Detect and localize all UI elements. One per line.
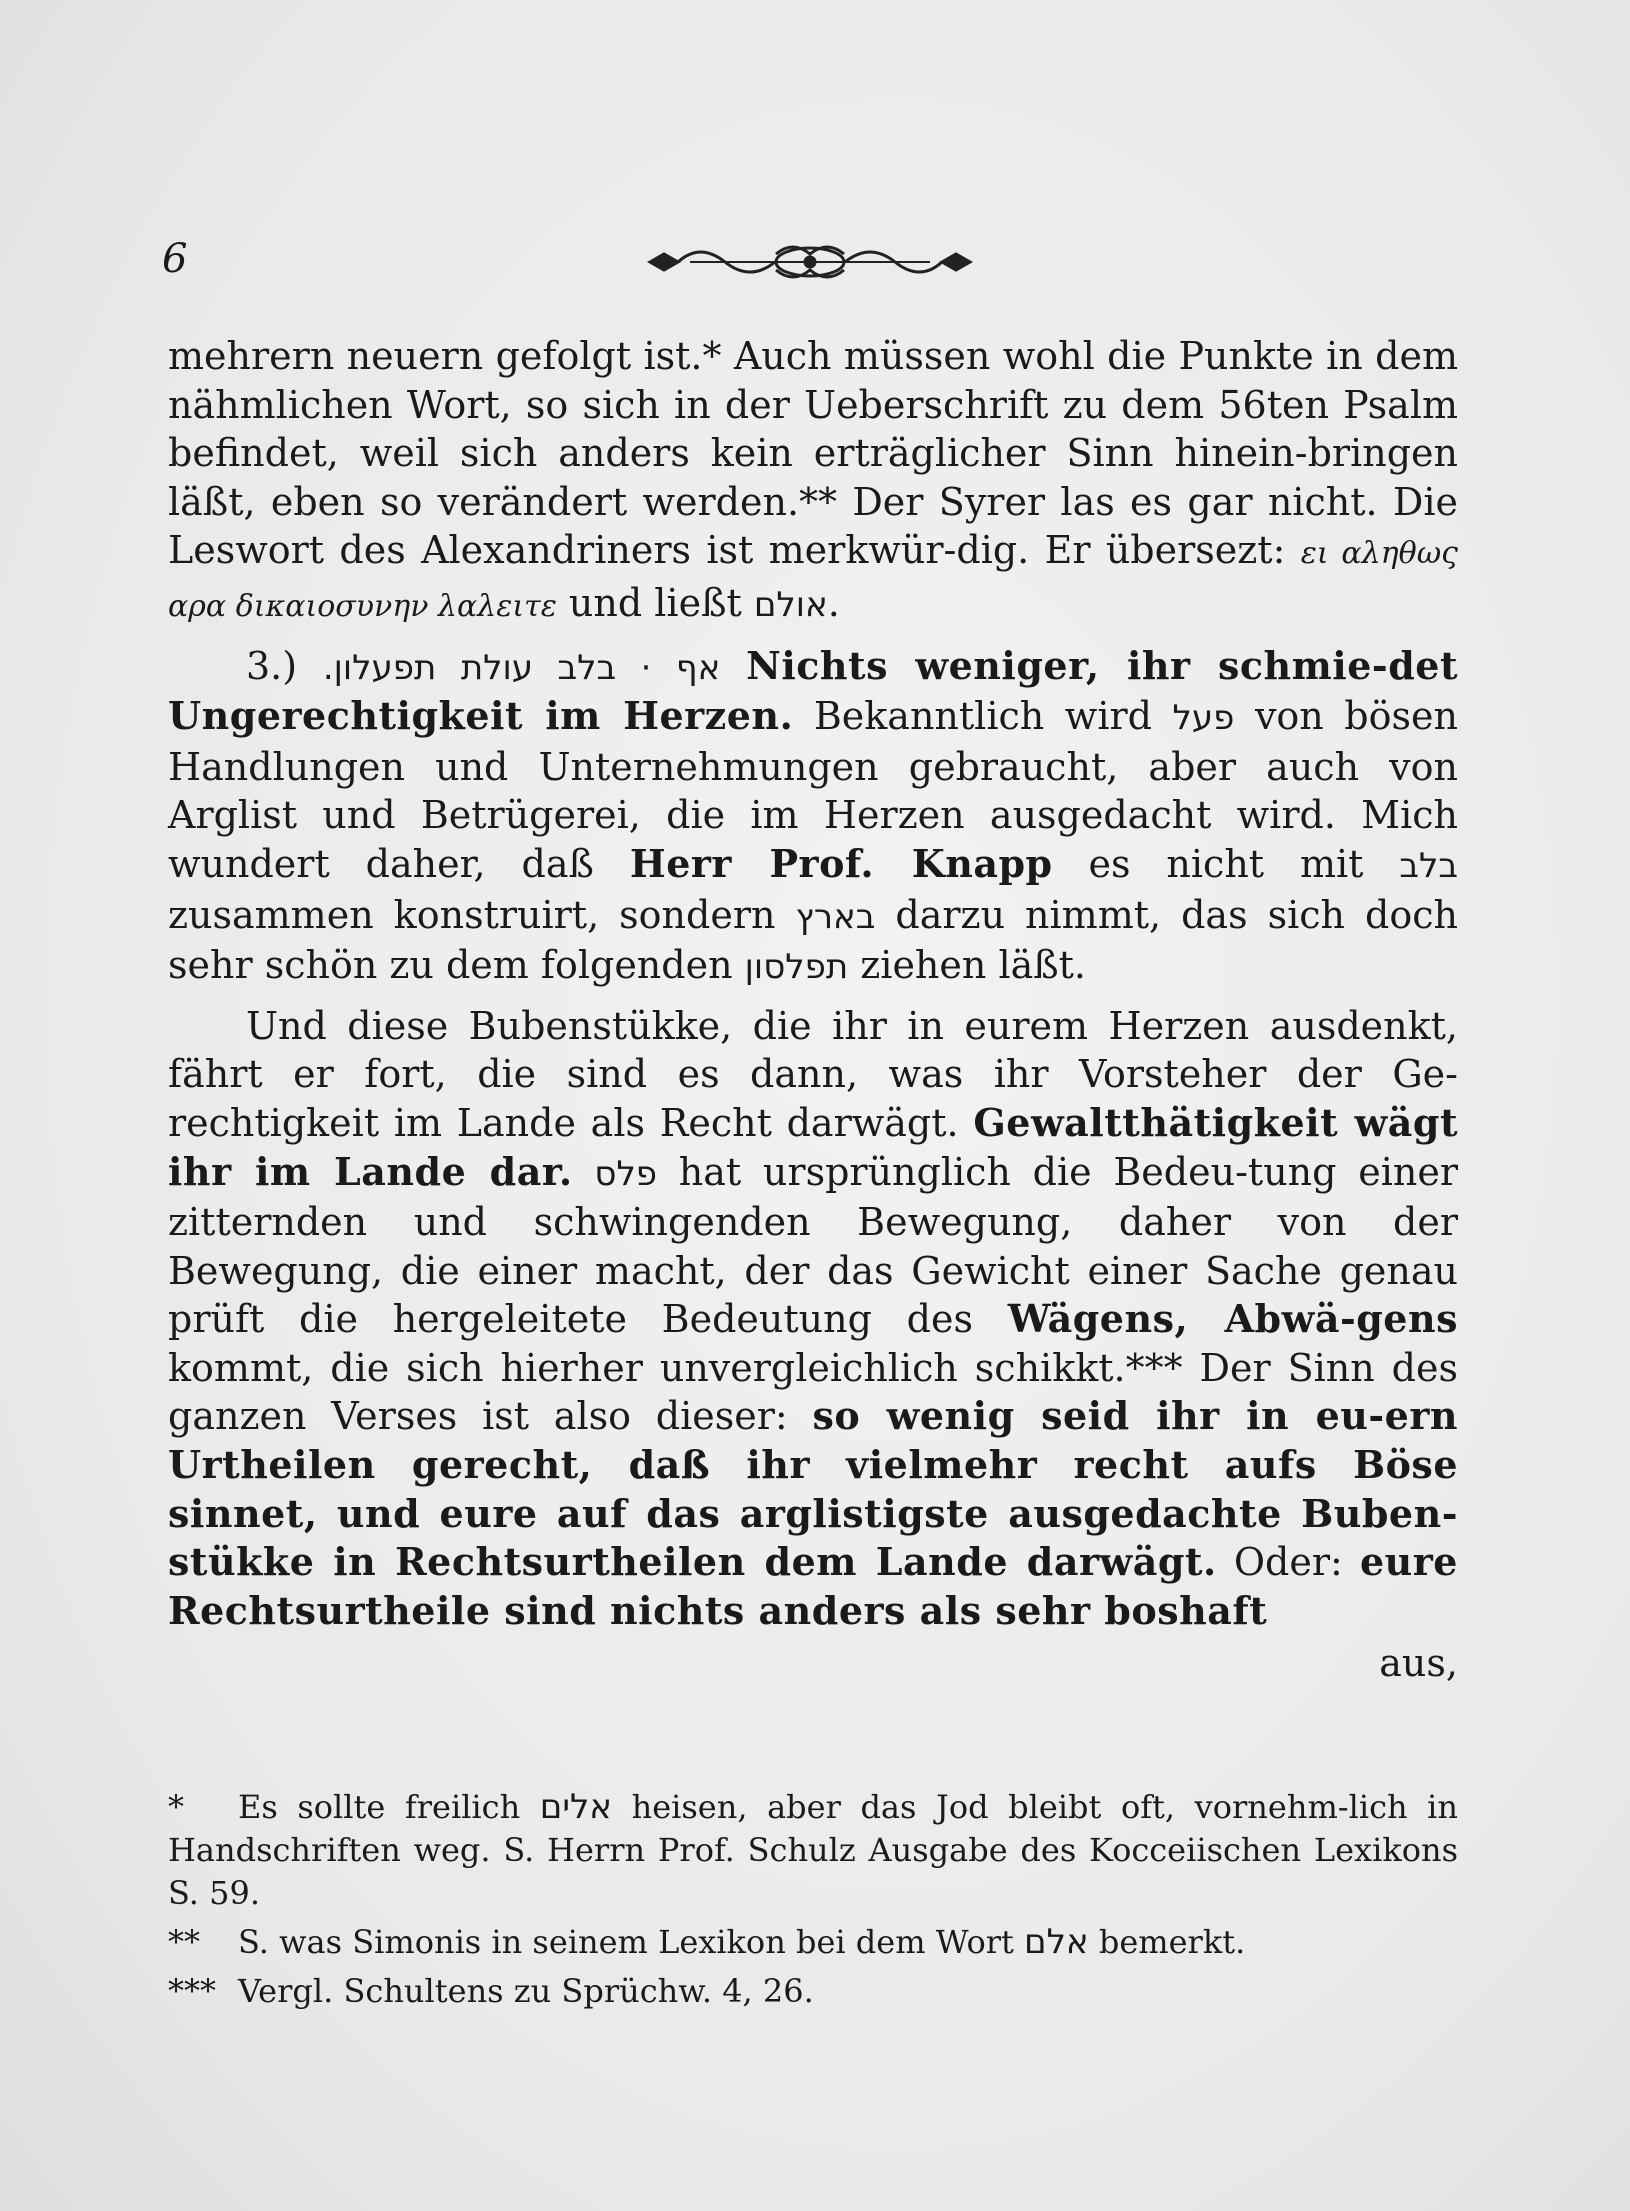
emphasized-term: Wägens, Abwä-gens: [1007, 1296, 1458, 1342]
hebrew-word: בלב: [1399, 845, 1458, 886]
emphasized-translation: Gewaltthätigkeit wägt ihr im Lande dar.: [168, 1099, 1458, 1194]
footnote-3: [168, 1970, 1458, 2013]
hebrew-word: פעל: [1172, 698, 1235, 739]
paragraph-2: [168, 642, 1458, 992]
footnote-1: [168, 1786, 1458, 1915]
section-number: 3.): [246, 643, 298, 688]
greek-quote: ει αληθως αρα δικαιοσυνην λαλειτε: [168, 536, 1458, 624]
hebrew-word: אלים: [539, 1787, 612, 1827]
hebrew-word: אלם: [1024, 1922, 1089, 1962]
decorative-ornament-icon: [630, 232, 990, 292]
text-segment: von bösen Handlungen und Unternehmungen gebraucht, aber auch von Arglist und Betrügerei, die im Herzen ausgedacht wird. Mich wundert daher, daß: [168, 694, 1458, 886]
text-segment: Oder:: [1233, 1540, 1343, 1585]
hebrew-word: אולם: [753, 584, 828, 625]
text-segment: zusammen konstruirt, sondern: [168, 892, 776, 937]
emphasized-translation: Nichts weniger, ihr schmie-det Ungerechtigkeit im Herzen.: [168, 642, 1458, 739]
footnote-2: [168, 1921, 1458, 1964]
text-segment: darzu nimmt, das sich doch sehr schön zu dem folgenden: [168, 892, 1458, 988]
emphasized-translation: eure Rechtsurtheile sind nichts anders als sehr boshaft: [168, 1539, 1458, 1633]
text-segment: Bekanntlich wird: [813, 694, 1152, 739]
hebrew-word: תפלסון: [744, 947, 849, 988]
text-segment: und ließt: [568, 580, 742, 625]
text-segment: kommt, die sich hierher unvergleichlich schikkt.*** Der Sinn des ganzen Verses ist also dieser:: [168, 1345, 1458, 1439]
text-segment: ziehen läßt.: [860, 943, 1086, 988]
author-name: Herr Prof. Knapp: [629, 840, 1053, 886]
emphasized-translation: so wenig seid ihr in eu-ern Urtheilen gerecht, daß ihr vielmehr recht aufs Böse sinnet, und eure auf das arglistigste ausgedachte Buben-stükke in Rechtsurtheilen dem Lande darwägt.: [168, 1393, 1458, 1585]
text-segment: mehrern neuern gefolgt ist.* Auch müssen wohl die Punkte in dem nähmlichen Wort, so sich in der Ueberschrift zu dem 56ten Psalm befindet, weil sich anders kein erträglicher Sinn hinein-bringen läßt, eben so verändert werden.** Der Syrer las es gar nicht. Die Leswort des Alexandriners ist merkwür-dig. Er übersezt:: [168, 334, 1458, 573]
hebrew-word: פלס: [594, 1153, 658, 1194]
footnote-text: S. was Simonis in seinem Lexikon bei dem Wort: [238, 1923, 1014, 1961]
text-segment: Und diese Bubenstükke, die ihr in eurem Herzen ausdenkt, fährt er fort, die sind es dann, was ihr Vorsteher der Ge-rechtigkeit im Lande als Recht darwägt.: [168, 1003, 1458, 1145]
footnote-text: Vergl. Schultens zu Sprüchw. 4, 26.: [238, 1972, 814, 2010]
footnote-text: bemerkt.: [1098, 1923, 1246, 1961]
footnote-text: Es sollte freilich: [238, 1788, 521, 1826]
footnote-text: heisen, aber das Jod bleibt oft, vornehm-lich in Handschriften weg. S. Herrn Prof. Schulz Ausgabe des Kocceiischen Lexikons S. 59.: [168, 1788, 1459, 1912]
footnotes: [168, 1786, 1458, 2019]
footnote-marker: ***: [168, 1972, 216, 2010]
page-number: 6: [162, 236, 188, 282]
text-segment: .: [827, 580, 840, 625]
hebrew-verse: אף · בלב עולת תפעלון.: [322, 647, 721, 688]
footnote-marker: *: [168, 1788, 184, 1826]
text-segment: hat ursprünglich die Bedeu-tung einer zitternden und schwingenden Bewegung, daher von der Bewegung, die einer macht, der das Gewicht einer Sache genau prüft die hergeleitete Bedeutung des: [168, 1149, 1458, 1342]
hebrew-word: בארץ: [795, 896, 876, 937]
footnote-marker: **: [168, 1923, 200, 1961]
paragraph-3: [168, 1002, 1458, 1636]
catchword: aus,: [1379, 1641, 1458, 1686]
main-text: [168, 332, 1458, 1688]
text-segment: es nicht mit: [1088, 841, 1364, 886]
paragraph-1: [168, 332, 1458, 632]
